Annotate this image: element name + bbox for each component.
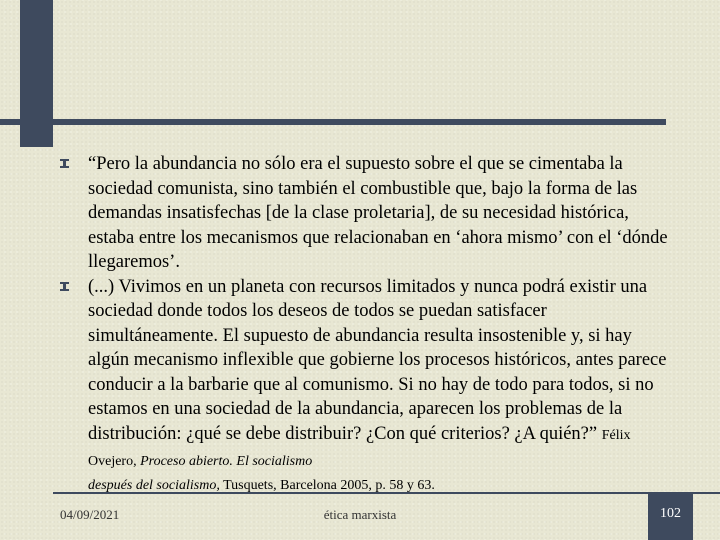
citation-continued xyxy=(88,475,670,497)
citation-title: Proceso abierto. El socialismo xyxy=(140,454,313,469)
citation-author: Félix Ovejero, xyxy=(88,427,631,469)
footer-title: ética marxista xyxy=(323,507,397,522)
bullet-item xyxy=(60,275,670,497)
decorative-rule-top xyxy=(0,119,666,125)
citation-publisher: Tusquets, Barcelona 2005, p. 58 y 63. xyxy=(223,477,435,493)
citation-title-continued: después del socialismo, xyxy=(88,477,220,493)
square-bullet-icon xyxy=(60,159,69,168)
footer-date: 04/09/2021 xyxy=(60,507,120,522)
bullet-text: “Pero la abundancia no sólo era el supuesto sobre el que se cimentaba la sociedad comunista, sino también el combustible que, bajo la forma de las demandas insatisfechas [de la clase proletaria], de su necesidad histórica, estaba entre los mecanismos que relacionaban en ‘ahora mismo’ con el ‘dónde llegaremos’. xyxy=(88,154,668,272)
square-bullet-icon xyxy=(60,282,69,291)
bullet-item xyxy=(60,152,670,275)
bullet-text: (...) Vivimos en un planeta con recursos limitados y nunca podrá existir una sociedad donde todos los deseos de todos se puedan satisfacer simultáneamente. El supuesto de abundancia resulta insostenible y, si hay algún mecanismo inflexible que gobierne los procesos históricos, antes parece conducir a la barbarie que al comunismo. Si no hay de todo para todos, si no estamos en una sociedad de la abundancia, aparecen los problemas de la distribución: ¿qué se debe distribuir? ¿Con qué criterios? ¿A quién?” xyxy=(88,276,667,444)
slide-body xyxy=(60,152,670,497)
page-number: 102 xyxy=(660,506,681,521)
